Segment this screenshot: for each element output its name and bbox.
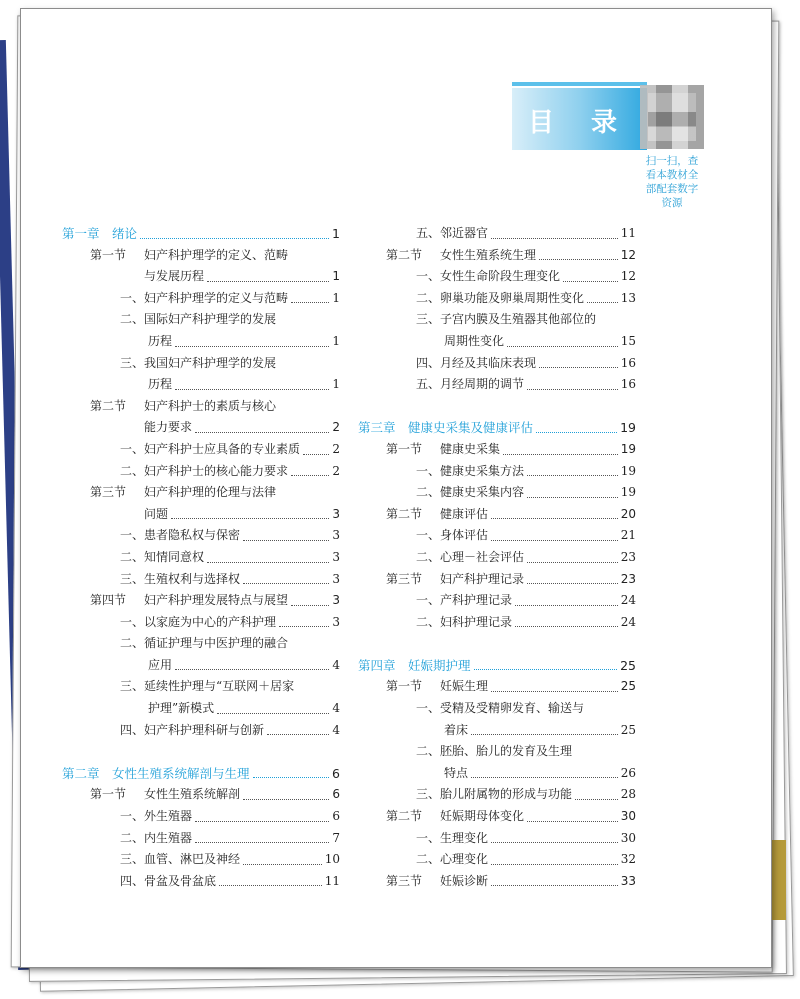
page-number: 3: [332, 571, 340, 586]
entry-label: 能力要求: [144, 420, 193, 435]
entry-title: 四、月经及其临床表现: [416, 355, 537, 370]
entry-label: [416, 223, 488, 245]
page-number: 4: [332, 722, 340, 737]
section-number: 第三节: [386, 873, 423, 888]
toc-subsection[interactable]: [62, 871, 340, 893]
page-number: 20: [620, 506, 636, 521]
page-number: 19: [620, 463, 636, 478]
toc-section[interactable]: [358, 504, 636, 526]
section-number: 第二节: [386, 809, 423, 824]
page-number: 24: [620, 593, 636, 608]
entry-label: 二、胚胎、胎儿的发育及生理: [416, 744, 573, 759]
toc-chapter[interactable]: [62, 223, 340, 245]
entry-title: 健康评估: [440, 506, 489, 521]
entry-label: [120, 288, 288, 310]
toc-column-right: [358, 223, 636, 892]
entry-title: 四、妇产科护理科研与创新: [120, 722, 265, 737]
toc-subsection[interactable]: [358, 849, 636, 871]
page-number: 1: [332, 269, 340, 284]
page-number: 33: [620, 873, 636, 888]
dot-leader: [503, 454, 618, 455]
entry-title: 女性生殖系统解剖: [144, 787, 241, 802]
dot-leader: [471, 734, 618, 735]
toc-section[interactable]: [62, 784, 340, 806]
toc-subsection[interactable]: [358, 461, 636, 483]
entry-label: 三、子宫内膜及生殖器其他部位的: [416, 312, 597, 327]
toc-subsection[interactable]: [62, 633, 340, 655]
toc-subsection[interactable]: [358, 266, 636, 288]
dot-leader: [491, 238, 618, 239]
dot-leader: [140, 238, 329, 239]
entry-title: 一、以家庭为中心的产科护理: [120, 614, 277, 629]
entry-label: [120, 461, 288, 483]
section-number: 第一节: [90, 247, 127, 262]
entry-title: 妊娠诊断: [440, 873, 489, 888]
entry-label: 着床: [444, 722, 469, 737]
dot-leader: [491, 540, 618, 541]
entry-label: [386, 504, 488, 526]
dot-leader: [539, 367, 618, 368]
entry-title: 五、月经周期的调节: [416, 377, 525, 392]
toc-subsection[interactable]: [62, 612, 340, 634]
toc-subsection[interactable]: [358, 784, 636, 806]
toc-subsection[interactable]: [62, 439, 340, 461]
page-number: 16: [620, 377, 636, 392]
entry-label: 二、国际妇产科护理学的发展: [120, 312, 277, 327]
entry-title: 一、生理变化: [416, 830, 489, 845]
dot-leader: [175, 346, 329, 347]
entry-title: 二、心理变化: [416, 852, 489, 867]
entry-label: 应用: [148, 657, 173, 672]
entry-title: 二、妇科护理记录: [416, 614, 513, 629]
page-number: 26: [620, 765, 636, 780]
title-banner: [512, 88, 647, 150]
section-number: 第二节: [90, 398, 127, 413]
entry-label: [416, 461, 524, 483]
entry-title: 一、女性生命阶段生理变化: [416, 269, 561, 284]
page-number: 25: [620, 679, 636, 694]
dot-leader: [243, 583, 329, 584]
dot-leader: [491, 885, 618, 886]
entry-title: 第二章 女性生殖系统解剖与生理: [62, 765, 250, 781]
entry-label: [120, 828, 192, 850]
entry-label: 特点: [444, 765, 469, 780]
entry-title: 一、外生殖器: [120, 809, 193, 824]
dot-leader: [527, 497, 618, 498]
dot-leader: [253, 777, 330, 778]
dot-leader: [303, 454, 329, 455]
page-number: 23: [620, 571, 636, 586]
page-number: 24: [620, 614, 636, 629]
spacer: [358, 396, 636, 418]
entry-label: [90, 784, 240, 806]
entry-label: [416, 828, 488, 850]
entry-label: [62, 763, 250, 785]
toc-section[interactable]: [358, 806, 636, 828]
page-number: 12: [620, 269, 636, 284]
page-number: 1: [332, 333, 340, 348]
entry-label: 三、我国妇产科护理学的发展: [120, 355, 277, 370]
toc-section[interactable]: [62, 482, 340, 504]
entry-label: 妇产科护理学的定义、范畴: [144, 247, 289, 262]
entry-title: 二、内生殖器: [120, 830, 193, 845]
entry-label: 二、循证护理与中医护理的融合: [120, 636, 289, 651]
dot-leader: [195, 432, 329, 433]
toc-entry-continuation[interactable]: [358, 331, 636, 353]
dot-leader: [291, 605, 329, 606]
section-number: 第一节: [90, 787, 127, 802]
entry-title: 三、血管、淋巴及神经: [120, 852, 241, 867]
toc-section[interactable]: [62, 245, 340, 267]
toc-subsection[interactable]: [358, 223, 636, 245]
entry-label: [120, 439, 300, 461]
entry-title: 妊娠生理: [440, 679, 489, 694]
dot-leader: [575, 799, 618, 800]
page-number: 3: [332, 593, 340, 608]
dot-leader: [527, 475, 618, 476]
toc-chapter[interactable]: [358, 417, 636, 439]
entry-title: 妇产科护理记录: [440, 571, 525, 586]
entry-label: [120, 612, 276, 634]
entry-title: 二、妇产科护士的核心能力要求: [120, 463, 289, 478]
entry-title: 一、健康史采集方法: [416, 463, 525, 478]
toc-chapter[interactable]: [62, 763, 340, 785]
entry-label: [358, 655, 471, 677]
dot-leader: [243, 799, 329, 800]
toc-subsection[interactable]: [62, 353, 340, 375]
entry-label: [120, 547, 204, 569]
toc-entry-continuation[interactable]: [358, 763, 636, 785]
entry-title: 四、骨盆及骨盆底: [120, 873, 217, 888]
entry-label: [416, 288, 584, 310]
page-number: 15: [620, 333, 636, 348]
dot-leader: [171, 518, 329, 519]
page-number: 1: [332, 377, 340, 392]
dot-leader: [491, 691, 618, 692]
entry-title: 女性生殖系统生理: [440, 247, 537, 262]
toc-subsection[interactable]: [62, 676, 340, 698]
page-number: 25: [620, 657, 636, 673]
page-number: 4: [332, 657, 340, 672]
entry-label: [416, 849, 488, 871]
toc-entry-continuation[interactable]: [358, 720, 636, 742]
toc-section[interactable]: [358, 871, 636, 893]
toc-entry-continuation[interactable]: [62, 417, 340, 439]
toc-entry-continuation[interactable]: [62, 655, 340, 677]
section-number: 第三节: [90, 485, 127, 500]
page-number: 19: [620, 420, 636, 436]
dot-leader: [507, 346, 618, 347]
page-number: 2: [332, 463, 340, 478]
toc-section[interactable]: [62, 590, 340, 612]
page-number: 6: [332, 787, 340, 802]
spacer: [62, 741, 340, 763]
dot-leader: [587, 302, 618, 303]
toc-column-left: [62, 223, 340, 892]
entry-label: 与发展历程: [144, 269, 205, 284]
entry-title: 第四章 妊娠期护理: [358, 657, 471, 673]
toc-chapter[interactable]: [358, 655, 636, 677]
page-number: 1: [332, 226, 340, 241]
entry-label: [386, 569, 524, 591]
entry-label: [358, 417, 533, 439]
entry-title: 妊娠期母体变化: [440, 809, 525, 824]
dot-leader: [279, 626, 329, 627]
page-number: 12: [620, 247, 636, 262]
entry-label: [416, 353, 536, 375]
page-title: 目 录: [527, 108, 632, 138]
entry-label: [416, 374, 524, 396]
page-number: 4: [332, 701, 340, 716]
section-number: 第三节: [386, 571, 423, 586]
section-number: 第二节: [386, 247, 423, 262]
page-number: 13: [620, 290, 636, 305]
section-number: 第四节: [90, 593, 127, 608]
entry-label: [416, 266, 560, 288]
toc-entry-continuation[interactable]: [62, 266, 340, 288]
entry-title: 健康史采集: [440, 441, 501, 456]
entry-label: [416, 612, 512, 634]
dot-leader: [291, 302, 329, 303]
toc-subsection[interactable]: [62, 547, 340, 569]
entry-label: 周期性变化: [444, 333, 505, 348]
page-number: 30: [620, 809, 636, 824]
dot-leader: [219, 885, 322, 886]
entry-label: [416, 525, 488, 547]
dot-leader: [491, 842, 618, 843]
entry-label: [120, 806, 192, 828]
entry-label: 妇产科护士的素质与核心: [144, 398, 277, 413]
dot-leader: [491, 864, 618, 865]
page-number: 30: [620, 830, 636, 845]
toc-subsection[interactable]: [62, 569, 340, 591]
page-number: 7: [332, 830, 340, 845]
cover-edge: [770, 840, 786, 920]
dot-leader: [563, 281, 618, 282]
dot-leader: [471, 777, 618, 778]
entry-title: 三、胎儿附属物的形成与功能: [416, 787, 573, 802]
entry-label: [90, 590, 288, 612]
dot-leader: [195, 842, 329, 843]
entry-title: 妇产科护理发展特点与展望: [144, 593, 289, 608]
entry-label: [386, 439, 500, 461]
page-number: 23: [620, 549, 636, 564]
spacer: [358, 633, 636, 655]
entry-label: 一、受精及受精卵发育、输送与: [416, 701, 585, 716]
page-number: 1: [332, 290, 340, 305]
entry-label: [386, 676, 488, 698]
toc-subsection[interactable]: [62, 828, 340, 850]
toc-subsection[interactable]: [358, 741, 636, 763]
entry-label: [416, 784, 572, 806]
toc-subsection[interactable]: [358, 288, 636, 310]
page-number: 10: [324, 852, 340, 867]
toc-subsection[interactable]: [62, 720, 340, 742]
entry-title: 一、妇产科护理学的定义与范畴: [120, 290, 289, 305]
toc-subsection[interactable]: [358, 374, 636, 396]
qr-caption: 扫一扫，查 看本教材全 部配套数字 资源: [645, 155, 699, 209]
toc-subsection[interactable]: [358, 590, 636, 612]
entry-title: 一、患者隐私权与保密: [120, 528, 241, 543]
dot-leader: [527, 389, 618, 390]
dot-leader: [536, 432, 617, 433]
toc-subsection[interactable]: [358, 547, 636, 569]
dot-leader: [515, 605, 618, 606]
entry-label: 妇产科护理的伦理与法律: [144, 485, 277, 500]
entry-title: 五、邻近器官: [416, 226, 489, 240]
toc-subsection[interactable]: [62, 461, 340, 483]
toc-section[interactable]: [358, 676, 636, 698]
toc-section[interactable]: [358, 569, 636, 591]
toc-entry-continuation[interactable]: [62, 331, 340, 353]
dot-leader: [243, 540, 329, 541]
entry-label: 三、延续性护理与“互联网＋居家: [120, 679, 295, 694]
entry-title: 一、产科护理记录: [416, 593, 513, 608]
entry-label: [120, 569, 240, 591]
dot-leader: [539, 259, 618, 260]
page-number: 32: [620, 852, 636, 867]
entry-label: [120, 525, 240, 547]
entry-label: 问题: [144, 506, 169, 521]
page-number: 3: [332, 528, 340, 543]
section-number: 第一节: [386, 679, 423, 694]
toc-subsection[interactable]: [358, 525, 636, 547]
toc-subsection[interactable]: [62, 288, 340, 310]
dot-leader: [527, 562, 618, 563]
page-number: 19: [620, 485, 636, 500]
page-number: 11: [620, 226, 636, 240]
entry-label: 护理”新模式: [148, 701, 215, 716]
toc-entry-continuation[interactable]: [62, 698, 340, 720]
entry-title: 二、卵巢功能及卵巢周期性变化: [416, 290, 585, 305]
toc-subsection[interactable]: [358, 353, 636, 375]
entry-title: 三、生殖权利与选择权: [120, 571, 241, 586]
page-number: 11: [324, 873, 340, 888]
page-number: 28: [620, 787, 636, 802]
toc-subsection[interactable]: [62, 525, 340, 547]
qr-code[interactable]: [640, 85, 704, 149]
entry-label: [120, 720, 264, 742]
entry-title: 二、心理－社会评估: [416, 549, 525, 564]
dot-leader: [243, 864, 322, 865]
page-number: 3: [332, 506, 340, 521]
entry-title: 二、健康史采集内容: [416, 485, 525, 500]
dot-leader: [515, 626, 618, 627]
dot-leader: [527, 583, 618, 584]
toc-section[interactable]: [62, 396, 340, 418]
page-number: 2: [332, 420, 340, 435]
entry-title: 一、妇产科护士应具备的专业素质: [120, 441, 301, 456]
entry-label: [386, 871, 488, 893]
toc-entry-continuation[interactable]: [62, 374, 340, 396]
entry-label: 历程: [148, 377, 173, 392]
dot-leader: [195, 821, 329, 822]
toc-subsection[interactable]: [358, 698, 636, 720]
page-number: 16: [620, 355, 636, 370]
section-number: 第二节: [386, 506, 423, 521]
page-number: 2: [332, 441, 340, 456]
dot-leader: [207, 281, 329, 282]
toc-subsection[interactable]: [358, 482, 636, 504]
page-number: 19: [620, 441, 636, 456]
toc-subsection[interactable]: [358, 828, 636, 850]
dot-leader: [267, 734, 329, 735]
toc-section[interactable]: [358, 245, 636, 267]
entry-label: [120, 849, 240, 871]
entry-label: [416, 547, 524, 569]
section-number: 第一节: [386, 441, 423, 456]
page-number: 25: [620, 722, 636, 737]
entry-title: 第一章 绪论: [62, 226, 138, 241]
toc-subsection[interactable]: [358, 309, 636, 331]
entry-title: 第三章 健康史采集及健康评估: [358, 420, 534, 436]
entry-label: [386, 245, 536, 267]
page-number: 6: [332, 809, 340, 824]
toc-subsection[interactable]: [62, 849, 340, 871]
dot-leader: [527, 821, 618, 822]
toc-subsection[interactable]: [62, 806, 340, 828]
entry-label: [386, 806, 524, 828]
toc-section[interactable]: [358, 439, 636, 461]
entry-label: [416, 590, 512, 612]
dot-leader: [207, 562, 329, 563]
toc-subsection[interactable]: [358, 612, 636, 634]
entry-label: [62, 223, 137, 245]
dot-leader: [491, 518, 618, 519]
page-number: 6: [332, 765, 340, 781]
entry-label: 历程: [148, 333, 173, 348]
dot-leader: [175, 669, 329, 670]
entry-label: [416, 482, 524, 504]
dot-leader: [175, 389, 329, 390]
entry-label: [120, 871, 216, 893]
toc-subsection[interactable]: [62, 309, 340, 331]
dot-leader: [474, 669, 618, 670]
entry-title: 一、身体评估: [416, 528, 489, 543]
dot-leader: [291, 475, 329, 476]
toc-entry-continuation[interactable]: [62, 504, 340, 526]
dot-leader: [217, 713, 329, 714]
page-number: 3: [332, 614, 340, 629]
entry-title: 二、知情同意权: [120, 549, 205, 564]
page-number: 3: [332, 549, 340, 564]
page-number: 21: [620, 528, 636, 543]
